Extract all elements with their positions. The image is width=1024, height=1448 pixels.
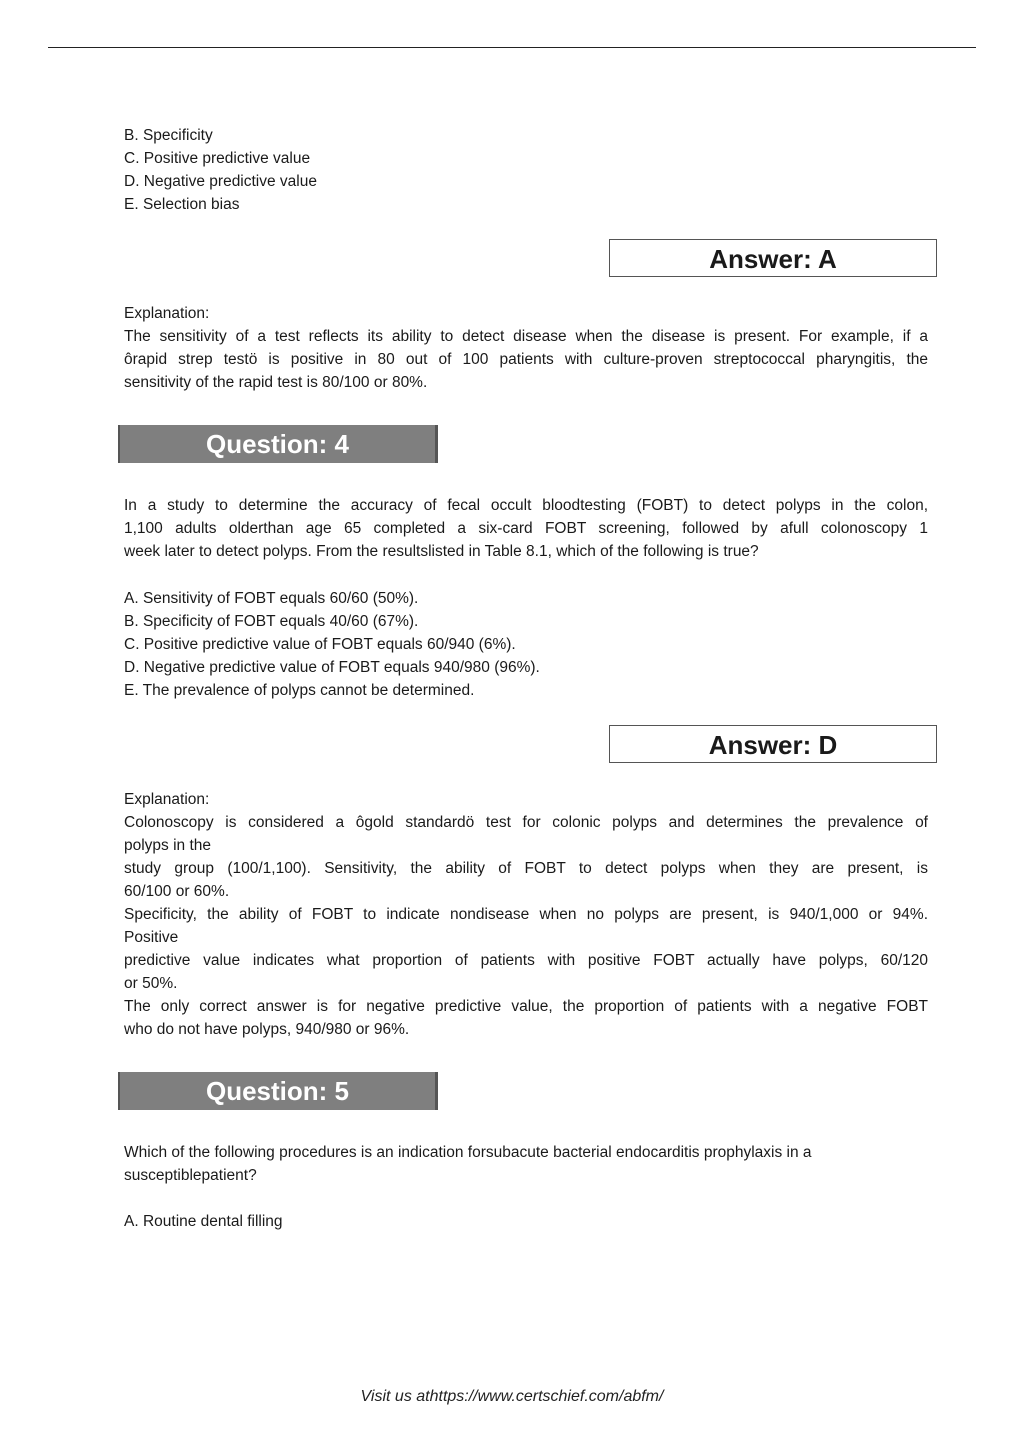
q4-stem-line: In a study to determine the accuracy of fecal occult bloodtesting (FOBT) to detect polyps in the colon, — [124, 497, 928, 514]
q3-option-c: C. Positive predictive value — [124, 150, 311, 167]
q5-stem — [124, 1141, 928, 1187]
q4-stem — [124, 494, 928, 563]
header-rule — [48, 47, 976, 48]
q4-explanation — [124, 811, 928, 1041]
q4-explanation-line: polyps in the — [124, 837, 212, 854]
q3-option-b: B. Specificity — [124, 127, 213, 144]
q5-stem-line: susceptiblepatient? — [124, 1167, 257, 1184]
q3-explanation-line: The sensitivity of a test reflects its ability to detect disease when the disease is present. For example, if a — [124, 328, 928, 345]
q4-explanation-line: The only correct answer is for negative predictive value, the proportion of patients with a negative FOBT — [124, 998, 928, 1015]
q4-option-c: C. Positive predictive value of FOBT equals 60/940 (6%). — [124, 636, 516, 653]
question-5-header: Question: 5 — [118, 1072, 438, 1110]
q3-option-e: E. Selection bias — [124, 196, 240, 213]
footer-link[interactable]: Visit us athttps://www.certschief.com/abfm/ — [360, 1388, 664, 1405]
q3-explanation-line: ôrapid strep testö is positive in 80 out of 100 patients with culture-proven streptococcal pharyngitis, the — [124, 351, 928, 368]
q4-explanation-line: Specificity, the ability of FOBT to indicate nondisease when no polyps are present, is 940/1,000 or 94%. — [124, 906, 928, 923]
q3-explanation-line: sensitivity of the rapid test is 80/100 or 80%. — [124, 374, 428, 391]
q4-option-d: D. Negative predictive value of FOBT equals 940/980 (96%). — [124, 659, 540, 676]
q4-explanation-label: Explanation: — [124, 791, 210, 808]
q4-explanation-line: Positive — [124, 929, 179, 946]
q3-explanation-label: Explanation: — [124, 305, 210, 322]
answer-box-q4: Answer: D — [609, 725, 937, 763]
q5-stem-line: Which of the following procedures is an indication forsubacute bacterial endocarditis prophylaxis in a — [124, 1144, 812, 1161]
q4-explanation-line: or 50%. — [124, 975, 178, 992]
q4-explanation-line: predictive value indicates what proportion of patients with positive FOBT actually have polyps, 60/120 — [124, 952, 928, 969]
q4-explanation-line: who do not have polyps, 940/980 or 96%. — [124, 1021, 410, 1038]
q3-explanation — [124, 325, 928, 394]
q4-option-e: E. The prevalence of polyps cannot be determined. — [124, 682, 475, 699]
q4-explanation-line: 60/100 or 60%. — [124, 883, 230, 900]
answer-box-q3: Answer: A — [609, 239, 937, 277]
q5-option-a: A. Routine dental filling — [124, 1213, 283, 1230]
question-4-header: Question: 4 — [118, 425, 438, 463]
q3-option-d: D. Negative predictive value — [124, 173, 317, 190]
q4-stem-line: week later to detect polyps. From the resultslisted in Table 8.1, which of the following is true? — [124, 543, 759, 560]
q4-explanation-line: study group (100/1,100). Sensitivity, the ability of FOBT to detect polyps when they are present, is — [124, 860, 928, 877]
q4-option-b: B. Specificity of FOBT equals 40/60 (67%). — [124, 613, 419, 630]
q4-explanation-line: Colonoscopy is considered a ôgold standardö test for colonic polyps and determines the prevalence of — [124, 814, 928, 831]
q4-option-a: A. Sensitivity of FOBT equals 60/60 (50%). — [124, 590, 419, 607]
q4-stem-line: 1,100 adults olderthan age 65 completed a six-card FOBT screening, followed by afull colonoscopy 1 — [124, 520, 928, 537]
